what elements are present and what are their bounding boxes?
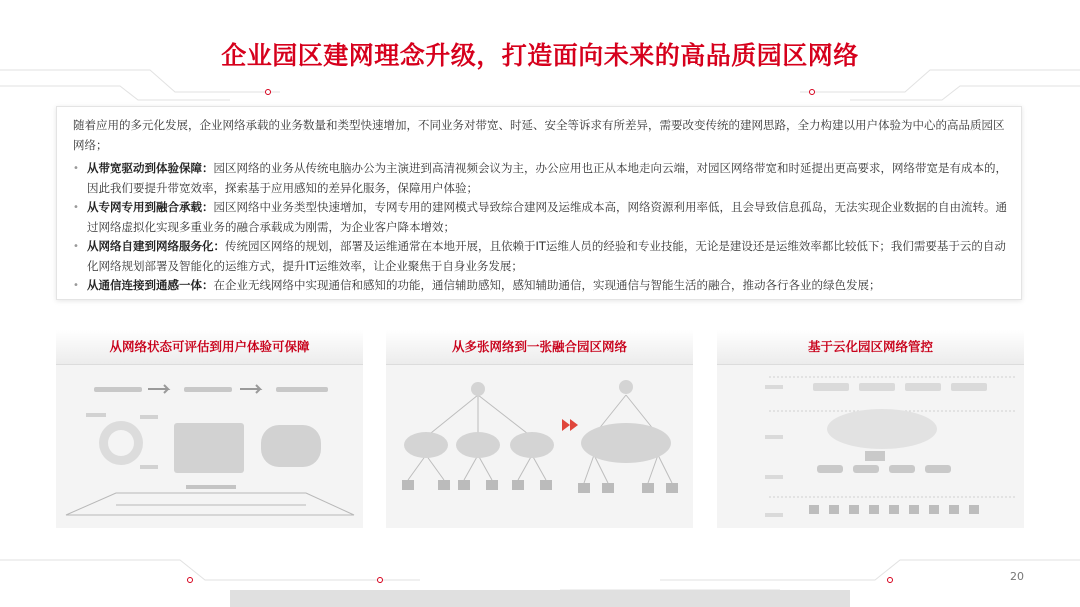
slide-title: 企业园区建网理念升级，打造面向未来的高品质园区网络 xyxy=(221,41,859,70)
card-converged-network xyxy=(386,330,693,528)
bullet-heading: 从带宽驱动到体验保障： xyxy=(87,161,214,175)
card-title: 从网络状态可评估到用户体验可保障 xyxy=(56,330,363,365)
bullet-list xyxy=(73,159,1007,296)
bullet-heading: 从网络自建到网络服务化： xyxy=(87,239,225,253)
bullet-text: 园区网络的业务从传统电脑办公为主演进到高清视频会议为主，办公应用也正从本地走向云端，对园区网络带宽和时延提出更高要求，网络带宽是有成本的，因此我们要提升带宽效率，探索基于应用感知的差异化服务，保障用户体验； xyxy=(87,161,1007,195)
bullet-item xyxy=(73,237,1007,276)
page-number: 20 xyxy=(1010,570,1024,583)
bullet-heading: 从通信连接到通感一体： xyxy=(87,278,214,292)
bullet-text: 在企业无线网络中实现通信和感知的功能，通信辅助感知，感知辅助通信，实现通信与智能生活的融合，推动各行各业的绿色发展； xyxy=(213,278,881,292)
card-experience-assurance xyxy=(56,330,363,528)
experience-diagram-illustration xyxy=(56,365,363,529)
card-title: 从多张网络到一张融合园区网络 xyxy=(386,330,693,365)
card-title: 基于云化园区网络管控 xyxy=(717,330,1024,365)
card-cloud-management xyxy=(717,330,1024,528)
bullet-item xyxy=(73,198,1007,237)
description-box xyxy=(56,106,1022,300)
bullet-text: 传统园区网络的规划，部署及运维通常在本地开展，且依赖于IT运维人员的经验和专业技能，无论是建设还是运维效率都比较低下；我们需要基于云的自动化网络规划部署及智能化的运维方式，提升IT运维效率，让企业聚焦于自身业务发展； xyxy=(87,239,1006,273)
network-topology-illustration xyxy=(386,365,693,529)
bullet-item xyxy=(73,159,1007,198)
bullet-item xyxy=(73,276,1007,296)
intro-text: 随着应用的多元化发展，企业网络承载的业务数量和类型快速增加，不同业务对带宽、时延、安全等诉求有所差异，需要改变传统的建网思路，全力构建以用户体验为中心的高品质园区网络； xyxy=(73,118,1005,152)
bullet-heading: 从专网专用到融合承载： xyxy=(87,200,214,214)
cloud-management-illustration xyxy=(717,365,1024,529)
bullet-text: 园区网络中业务类型快速增加，专网专用的建网模式导致综合建网及运维成本高，网络资源利用率低，且会导致信息孤岛，无法实现企业数据的自由流转。通过网络虚拟化实现多重业务的融合承载成为刚需，为企业客户降本增效； xyxy=(87,200,1007,234)
